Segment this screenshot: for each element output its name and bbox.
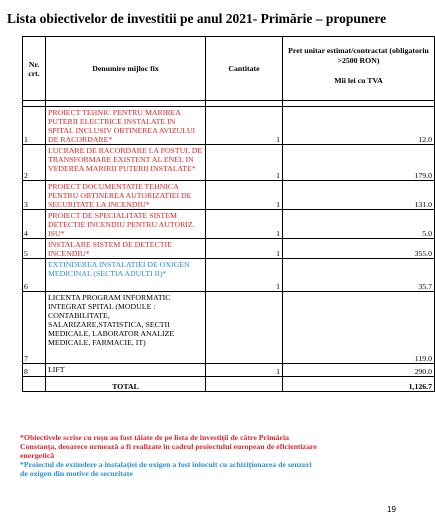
row-nr: 4 [23, 210, 46, 239]
row-price: 179.0 [283, 145, 435, 181]
row-nr: 3 [23, 181, 46, 210]
row-qty: 1 [206, 259, 283, 292]
row-nr: 6 [23, 259, 46, 292]
row-qty: 1 [206, 145, 283, 181]
row-nr: 7 [23, 292, 46, 364]
footnote-blue: *Proiectul de extindere a instalației de oxigen a fost înlocuit cu achiziționarea de senzori de oxigen din motive de securitate [20, 460, 312, 478]
total-value: 1,126.7 [283, 377, 435, 392]
header-qty: Cantitate [206, 37, 283, 101]
row-name: INSTALARE SISTEM DE DETECTIE INCENDIU* [46, 239, 206, 259]
table-row [23, 210, 435, 239]
table-row [23, 259, 435, 292]
total-label: TOTAL [46, 377, 206, 392]
table-row [23, 107, 435, 145]
header-name: Denumire mijloc fix [46, 37, 206, 101]
table-row [23, 292, 435, 364]
row-price: 355.0 [283, 239, 435, 259]
row-qty: 1 [206, 210, 283, 239]
footnotes [20, 433, 320, 478]
table-row [23, 181, 435, 210]
row-qty: 1 [206, 239, 283, 259]
row-name: LIFT [46, 364, 206, 377]
total-empty-cell [23, 377, 46, 392]
row-qty: 1 [206, 364, 283, 377]
table-row [23, 364, 435, 377]
header-price-label: Pret unitar estimat/contractat (obligatoriu >2500 RON) [288, 46, 429, 65]
row-qty [206, 292, 283, 364]
footnote-red: *Obiectivele scrise cu roșu au fost tăiate de pe lista de investiții de către Primăria Constanța, deoarece urmează a fi realizate în cadrul proiectului european de eficientizare energetică [20, 433, 317, 460]
row-name: PROIECT TEHNIC PENTRU MARIREA PUTERII ELECTRICE INSTALATE IN SPITAL INCLUSIV OBTINEREA AVIZULUI DE RACORDARE* [46, 107, 206, 145]
row-name: PROIECT DOCUMENTATIE TEHNICA PENTRU OBTINEREA AUTORIZATIEI DE SECURITATE LA INCENDIU* [46, 181, 206, 210]
total-qty-cell [206, 377, 283, 392]
row-price: 5.0 [283, 210, 435, 239]
header-nr: Nr. crt. [23, 37, 46, 101]
page-title: Lista obiectivelor de investitii pe anul 2021- Primărie – propunere [7, 11, 387, 26]
row-qty: 1 [206, 181, 283, 210]
row-nr: 5 [23, 239, 46, 259]
table-body [23, 107, 435, 377]
row-price: 119.0 [283, 292, 435, 364]
row-nr: 2 [23, 145, 46, 181]
row-qty: 1 [206, 107, 283, 145]
header-price [283, 37, 435, 101]
row-nr: 8 [23, 364, 46, 377]
page-number: 19 [387, 505, 396, 514]
table-header-row [23, 37, 435, 101]
row-price: 12.0 [283, 107, 435, 145]
row-price: 131.0 [283, 181, 435, 210]
header-price-unit: Mii lei cu TVA [334, 76, 383, 85]
table-row [23, 239, 435, 259]
investment-table [22, 36, 435, 392]
row-nr: 1 [23, 107, 46, 145]
row-name: PROIECT DE SPECIALITATE SISTEM DETECTIE INCENDIU PENTRU AUTORIZ. ISU* [46, 210, 206, 239]
row-name: LICENTA PROGRAM INFORMATIC INTEGRAT SPITAL (MODULE : CONTABILITATE, SALARIZARE,STATISTICA, SECTII MEDICALE, LABORATOR ANALIZE MEDICALE, FARMACIE, IT) [46, 292, 206, 364]
row-price: 290.0 [283, 364, 435, 377]
row-name: EXTINDEREA INSTALATIEI DE OXIGEN MEDICINAL (SECTIA ADULTI II)* [46, 259, 206, 292]
row-price: 35.7 [283, 259, 435, 292]
total-row [23, 377, 435, 392]
row-name: LUCRARE DE RACORDARE LA POSTUL DE TRANSFORMARE EXISTENT AL ENEL IN VEDEREA MARIRII PUTERII INSTALATE* [46, 145, 206, 181]
table-row [23, 145, 435, 181]
